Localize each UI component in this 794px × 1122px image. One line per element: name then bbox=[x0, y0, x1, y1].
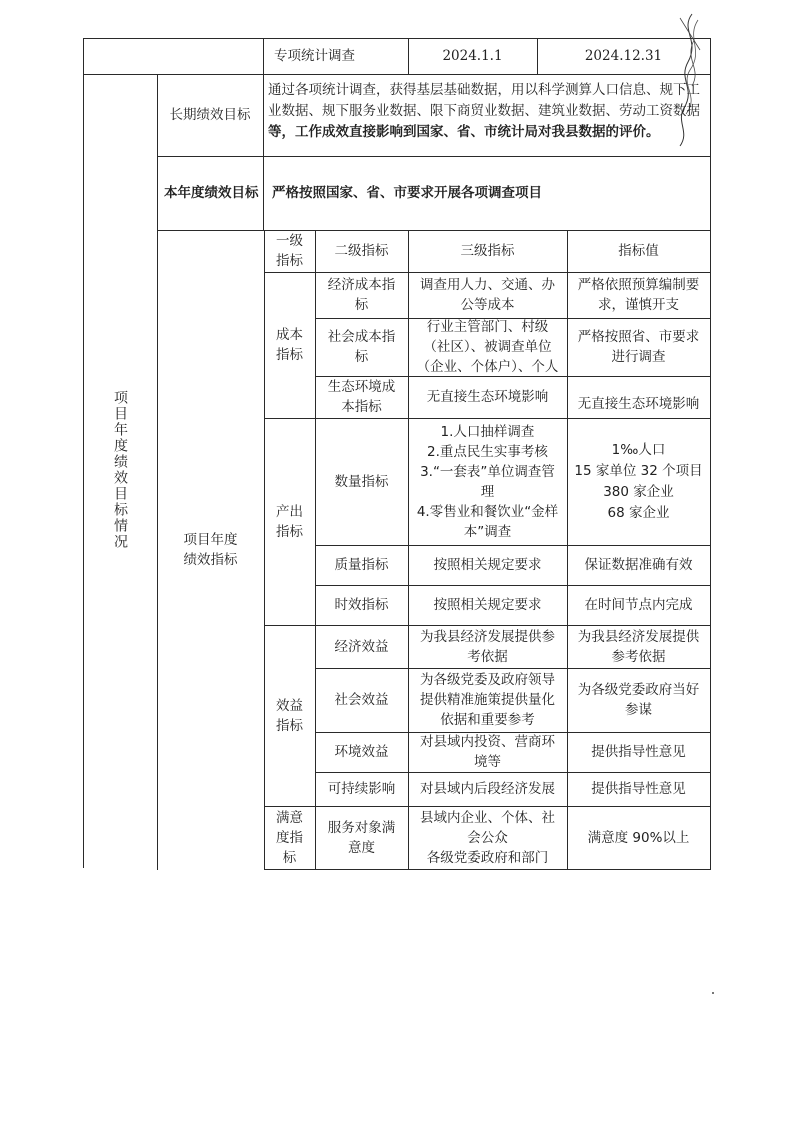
row-eco-env-cost-value: 无直接生态环境影响 bbox=[577, 396, 700, 412]
group-satisfaction: 满意度指标 bbox=[276, 809, 303, 866]
row-quantity-level2: 数量指标 bbox=[334, 473, 389, 490]
row-timeliness-level2: 时效指标 bbox=[334, 597, 389, 613]
row-social-benefit-level3: 为各级党委及政府领导提供精准施策提供量化依据和重要参考 bbox=[420, 672, 555, 728]
row-satisfaction-level3: 县域内企业、个体、社会公众 各级党委政府和部门 bbox=[420, 809, 555, 866]
long-term-text bbox=[268, 80, 706, 143]
row-quality-value: 保证数据准确有效 bbox=[584, 557, 693, 573]
row-env-benefit-level3: 对县域内投资、营商环境等 bbox=[420, 734, 555, 770]
row-quality-level3: 按照相关规定要求 bbox=[433, 557, 542, 573]
row-env-benefit-value: 提供指导性意见 bbox=[591, 744, 686, 760]
row-economic-cost-level2: 经济成本指标 bbox=[327, 277, 396, 313]
row-quantity-level3: 1.人口抽样调查 2.重点民生实事考核 3.“一套表”单位调查管理 4.零售业和餐饮业“金样本”调查 bbox=[416, 423, 559, 540]
row-quality-level2: 质量指标 bbox=[334, 557, 389, 573]
row-satisfaction-level2: 服务对象满意度 bbox=[327, 819, 396, 856]
row-sustainable-value: 提供指导性意见 bbox=[591, 781, 686, 797]
row-timeliness-level3: 按照相关规定要求 bbox=[433, 597, 542, 613]
annual-goal-text: 严格按照国家、省、市要求开展各项调查项目 bbox=[272, 185, 542, 201]
top-row-label: 专项统计调查 bbox=[274, 48, 355, 64]
row-economic-cost-level3: 调查用人力、交通、办公等成本 bbox=[420, 277, 555, 313]
row-social-cost-level2: 社会成本指标 bbox=[327, 329, 396, 365]
section-divider bbox=[157, 74, 158, 870]
group-output: 产出指标 bbox=[276, 503, 303, 540]
row-eco-env-cost-level2: 生态环境成本指标 bbox=[327, 379, 396, 415]
row-satisfaction-value: 满意度 90%以上 bbox=[587, 829, 690, 846]
row-sustainable-level3: 对县域内后段经济发展 bbox=[420, 781, 555, 797]
long-term-label: 长期绩效目标 bbox=[169, 107, 251, 123]
row-eco-env-cost-level3: 无直接生态环境影响 bbox=[426, 389, 549, 405]
annual-goal-label: 本年度绩效目标 bbox=[164, 185, 259, 201]
row-line-bottom bbox=[264, 869, 710, 870]
row-economic-cost-value: 严格依照预算编制要求，谨慎开支 bbox=[577, 277, 700, 313]
row-social-benefit-value: 为各级党委政府当好参谋 bbox=[577, 682, 700, 718]
section-label: 项目年度绩效目标情况 bbox=[112, 390, 128, 550]
row-timeliness-value: 在时间节点内完成 bbox=[584, 597, 693, 613]
row-sustainable-level2: 可持续影响 bbox=[327, 781, 396, 797]
end-date: 2024.12.31 bbox=[584, 48, 663, 64]
row-economic-benefit-level2: 经济效益 bbox=[334, 638, 389, 655]
group-cost: 成本指标 bbox=[276, 327, 303, 363]
row-quantity-value: 1‰人口 15 家单位 32 个项目 380 家企业 68 家企业 bbox=[574, 441, 703, 521]
row-economic-benefit-level3: 为我县经济发展提供参考依据 bbox=[420, 628, 555, 665]
long-term-text-part1: 通过各项统计调查，获得基层基础数据，用以科学测算人口信息、规下工业数据、规下服务业数据、限下商贸业数据、建筑业数据、劳动工资数据 bbox=[268, 82, 700, 119]
row-env-benefit-level2: 环境效益 bbox=[334, 744, 389, 760]
row-economic-benefit-value: 为我县经济发展提供参考依据 bbox=[577, 628, 700, 665]
header-level1: 一级指标 bbox=[276, 233, 303, 269]
header-value: 指标值 bbox=[618, 243, 659, 259]
row-social-benefit-level2: 社会效益 bbox=[334, 692, 389, 708]
row-social-cost-level3: 行业主管部门、村级（社区）、被调查单位（企业、个体户）、个人 bbox=[416, 319, 559, 375]
row-social-cost-value: 严格按照省、市要求进行调查 bbox=[577, 329, 700, 365]
long-term-text-part2: 等，工作成效直接影响到国家、省、市统计局对我县数据的评价。 bbox=[268, 124, 660, 140]
group-benefit: 效益指标 bbox=[276, 697, 303, 734]
start-date: 2024.1.1 bbox=[442, 48, 503, 64]
table-border-right-lower bbox=[710, 230, 711, 870]
scan-speck bbox=[712, 992, 714, 994]
header-level2: 二级指标 bbox=[334, 243, 389, 259]
table-border-right bbox=[710, 38, 711, 230]
indicators-label: 项目年度绩效指标 bbox=[183, 532, 238, 568]
header-level3: 三级指标 bbox=[460, 243, 515, 259]
table-border-left bbox=[83, 38, 84, 868]
